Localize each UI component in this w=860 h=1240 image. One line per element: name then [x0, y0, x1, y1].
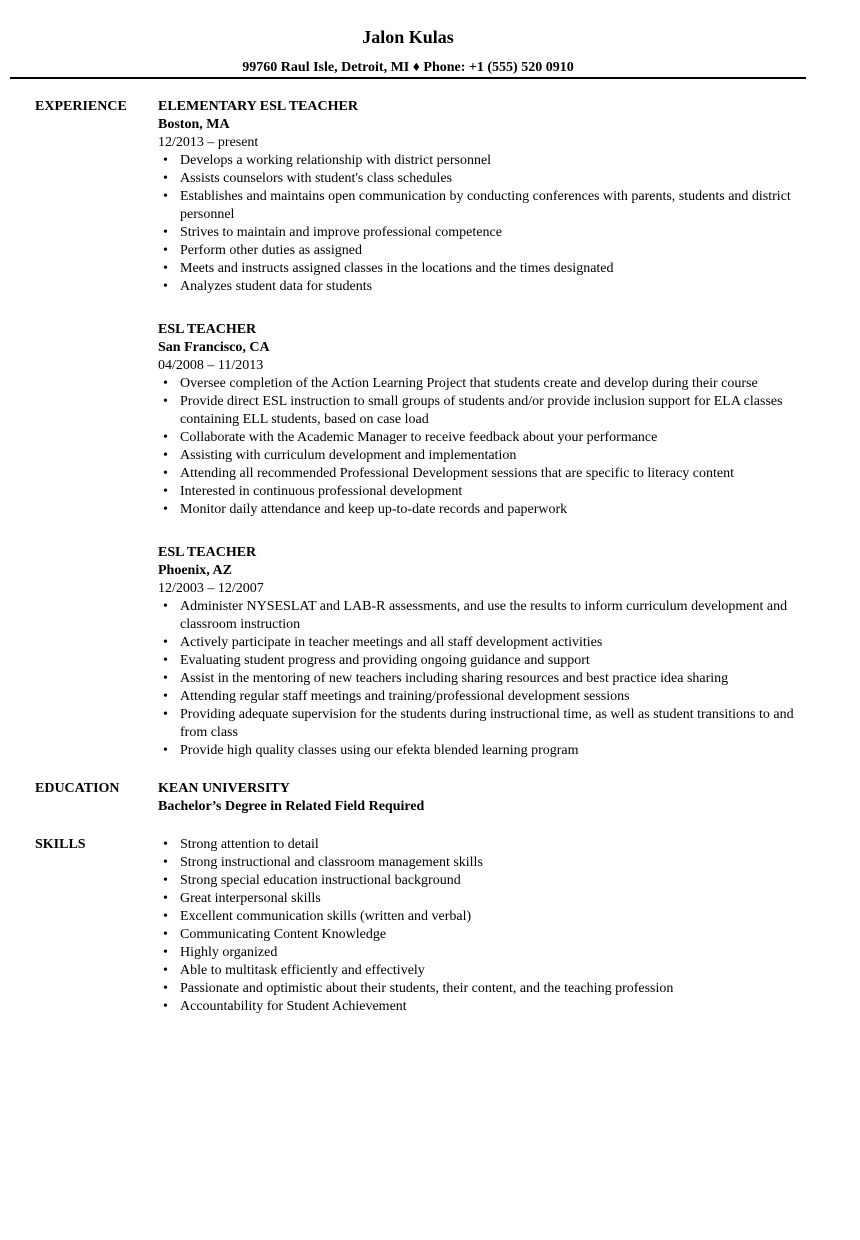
skills-list — [158, 836, 815, 1016]
school-name: KEAN UNIVERSITY — [158, 781, 290, 796]
bullet-item: • Assist in the mentoring of new teachers including sharing resources and best practice idea sharing — [158, 670, 810, 688]
section-label-education: EDUCATION — [35, 781, 120, 796]
skills-section — [35, 836, 815, 1016]
bullet-item: • Analyzes student data for students — [158, 278, 810, 296]
job-title: ESL TEACHER — [158, 322, 257, 337]
bullet-item: • Develops a working relationship with district personnel — [158, 152, 810, 170]
header-divider — [10, 77, 806, 79]
job-entry — [158, 544, 815, 760]
skill-item: • Great interpersonal skills — [158, 890, 810, 908]
skill-item: • Highly organized — [158, 944, 810, 962]
bullet-item: • Provide direct ESL instruction to small groups of students and/or provide inclusion support for ELA classes containing ELL students, based on case load — [158, 393, 810, 429]
job-location: Phoenix, AZ — [158, 563, 232, 578]
job-bullets — [158, 598, 815, 760]
job-bullets — [158, 375, 815, 519]
bullet-item: • Attending regular staff meetings and training/professional development sessions — [158, 688, 810, 706]
skill-item: • Able to multitask efficiently and effectively — [158, 962, 810, 980]
bullet-item: • Oversee completion of the Action Learning Project that students create and develop during their course — [158, 375, 810, 393]
bullet-item: • Administer NYSESLAT and LAB-R assessments, and use the results to inform curriculum development and classroom instruction — [158, 598, 810, 634]
skill-item: • Strong attention to detail — [158, 836, 810, 854]
job-title: ESL TEACHER — [158, 545, 257, 560]
section-label-skills: SKILLS — [35, 837, 86, 852]
jobs-list — [158, 98, 815, 760]
bullet-item: • Collaborate with the Academic Manager to receive feedback about your performance — [158, 429, 810, 447]
skill-item: • Excellent communication skills (written and verbal) — [158, 908, 810, 926]
bullet-item: • Provide high quality classes using our efekta blended learning program — [158, 742, 810, 760]
skill-item: • Passionate and optimistic about their students, their content, and the teaching profession — [158, 980, 810, 998]
resume-name: Jalon Kulas — [362, 27, 454, 47]
bullet-item: • Assists counselors with student's class schedules — [158, 170, 810, 188]
bullet-item: • Perform other duties as assigned — [158, 242, 810, 260]
bullet-item: • Attending all recommended Professional Development sessions that are specific to literacy content — [158, 465, 810, 483]
section-label-experience: EXPERIENCE — [35, 99, 127, 114]
bullet-item: • Actively participate in teacher meetings and all staff development activities — [158, 634, 810, 652]
bullet-item: • Monitor daily attendance and keep up-to-date records and paperwork — [158, 501, 810, 519]
job-title: ELEMENTARY ESL TEACHER — [158, 99, 358, 114]
experience-section — [35, 98, 815, 785]
bullet-item: • Evaluating student progress and providing ongoing guidance and support — [158, 652, 810, 670]
skill-item: • Communicating Content Knowledge — [158, 926, 810, 944]
job-entry — [158, 321, 815, 519]
job-location: Boston, MA — [158, 117, 230, 132]
job-dates: 04/2008 – 11/2013 — [158, 358, 264, 373]
skill-item: • Accountability for Student Achievement — [158, 998, 810, 1016]
education-section — [35, 780, 815, 816]
contact-line: 99760 Raul Isle, Detroit, MI ♦ Phone: +1 (555) 520 0910 — [242, 60, 574, 75]
job-location: San Francisco, CA — [158, 340, 270, 355]
skill-item: • Strong special education instructional background — [158, 872, 810, 890]
bullet-item: • Providing adequate supervision for the students during instructional time, as well as student transitions to and from class — [158, 706, 810, 742]
degree: Bachelor’s Degree in Related Field Required — [158, 799, 425, 814]
skill-item: • Strong instructional and classroom management skills — [158, 854, 810, 872]
bullet-item: • Assisting with curriculum development and implementation — [158, 447, 810, 465]
bullet-item: • Interested in continuous professional development — [158, 483, 810, 501]
bullet-item: • Strives to maintain and improve professional competence — [158, 224, 810, 242]
job-bullets — [158, 152, 815, 296]
bullet-item: • Establishes and maintains open communication by conducting conferences with parents, students and district personnel — [158, 188, 810, 224]
bullet-item: • Meets and instructs assigned classes in the locations and the times designated — [158, 260, 810, 278]
job-dates: 12/2013 – present — [158, 135, 259, 150]
job-dates: 12/2003 – 12/2007 — [158, 581, 264, 596]
job-entry — [158, 98, 815, 296]
